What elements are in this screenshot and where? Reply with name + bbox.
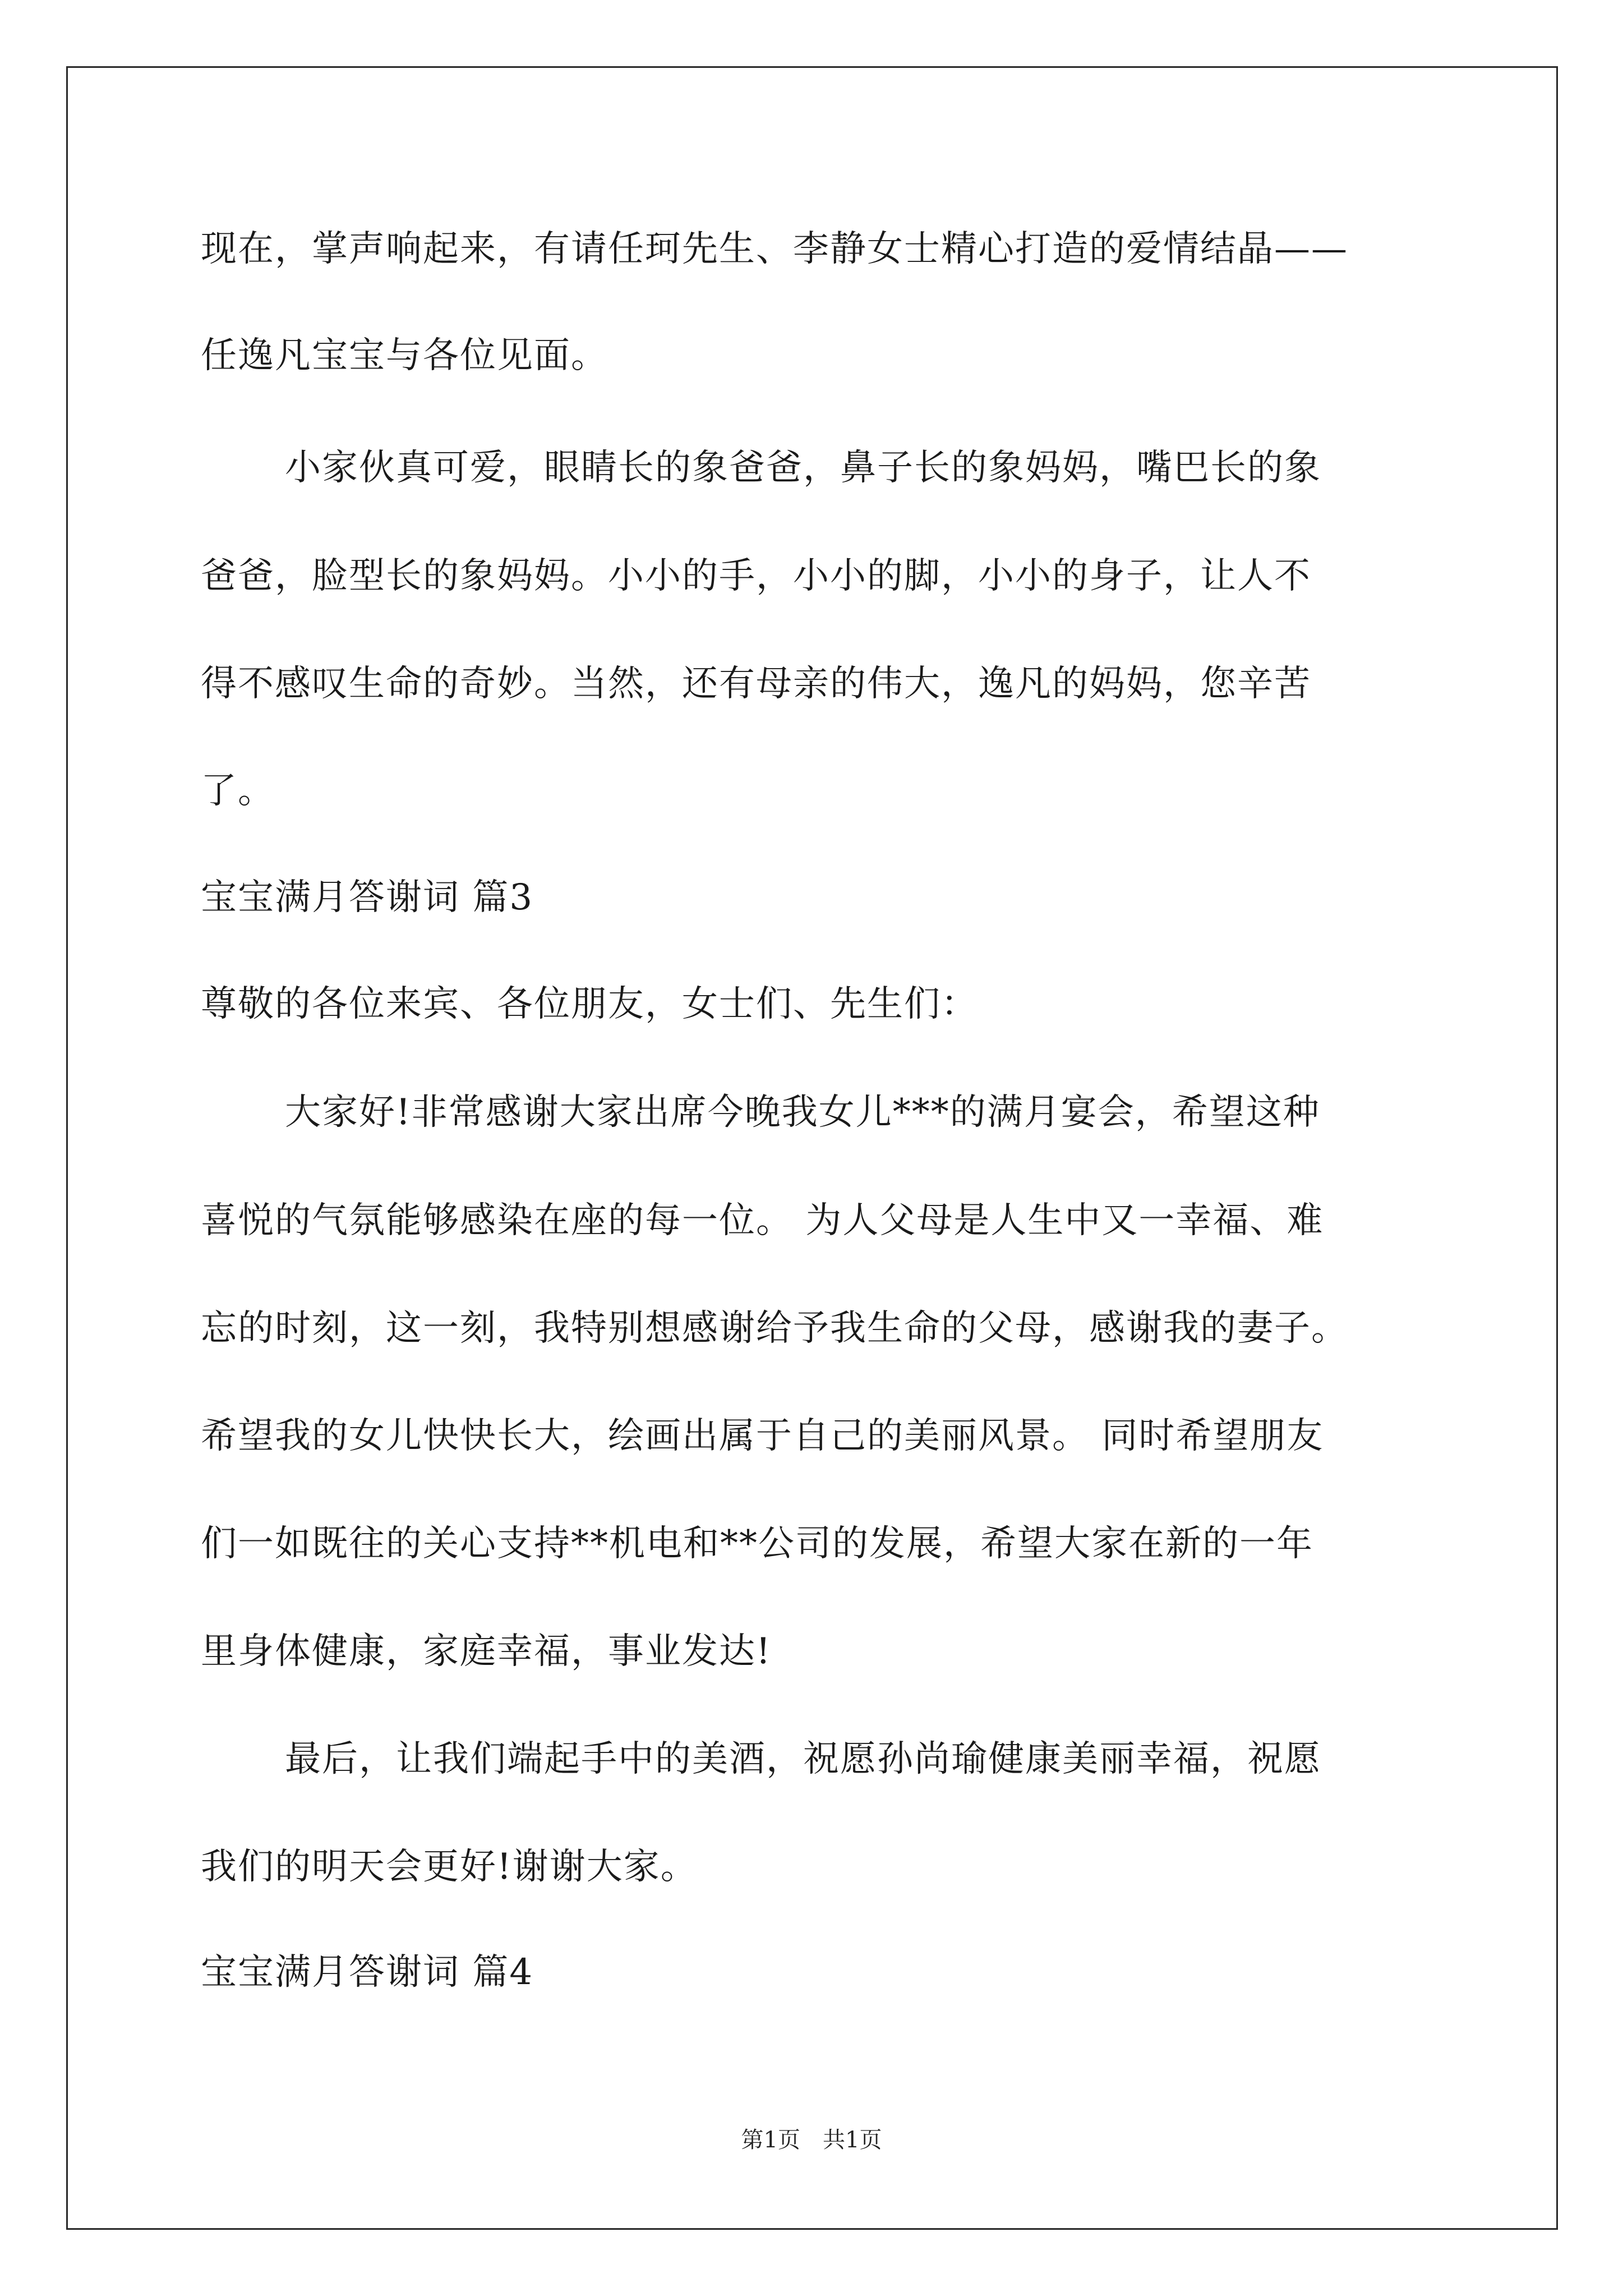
page-border <box>66 66 1558 2230</box>
paragraph-3-line-6: 里身体健康，家庭幸福，事业发达! <box>201 1631 772 1672</box>
paragraph-2-line-4: 了。 <box>201 770 275 812</box>
paragraph-2-line-3: 得不感叹生命的奇妙。当然，还有母亲的伟大，逸凡的妈妈，您辛苦 <box>201 663 1311 705</box>
paragraph-3-line-3: 忘的时刻，这一刻，我特别想感谢给予我生命的父母，感谢我的妻子。 <box>201 1308 1348 1349</box>
paragraph-1-line-1: 现在，掌声响起来，有请任珂先生、李静女士精心打造的爱情结晶—— <box>201 228 1348 270</box>
paragraph-2-line-1: 小家伙真可爱，眼睛长的象爸爸，鼻子长的象妈妈，嘴巴长的象 <box>285 447 1321 489</box>
paragraph-2-line-2: 爸爸，脸型长的象妈妈。小小的手，小小的脚，小小的身子，让人不 <box>201 555 1311 597</box>
paragraph-3-line-2: 喜悦的气氛能够感染在座的每一位。 为人父母是人生中又一幸福、难 <box>201 1200 1324 1241</box>
section-heading-4: 宝宝满月答谢词 篇4 <box>201 1952 534 1993</box>
page-footer: 第1页 共1页 <box>741 2127 882 2153</box>
paragraph-3-line-4: 希望我的女儿快快长大，绘画出属于自己的美丽风景。 同时希望朋友 <box>201 1415 1324 1457</box>
paragraph-3-line-5: 们一如既往的关心支持**机电和**公司的发展，希望大家在新的一年 <box>201 1523 1313 1565</box>
paragraph-3-line-1: 大家好!非常感谢大家出席今晚我女儿***的满月宴会，希望这种 <box>285 1092 1320 1133</box>
paragraph-4-line-1: 最后，让我们端起手中的美酒，祝愿孙尚瑜健康美丽幸福，祝愿 <box>285 1738 1321 1780</box>
section-heading-3: 宝宝满月答谢词 篇3 <box>201 877 534 918</box>
paragraph-1-line-2: 任逸凡宝宝与各位见面。 <box>201 335 608 376</box>
paragraph-4-line-2: 我们的明天会更好!谢谢大家。 <box>201 1846 698 1888</box>
salutation: 尊敬的各位来宾、各位朋友，女士们、先生们： <box>201 983 978 1025</box>
